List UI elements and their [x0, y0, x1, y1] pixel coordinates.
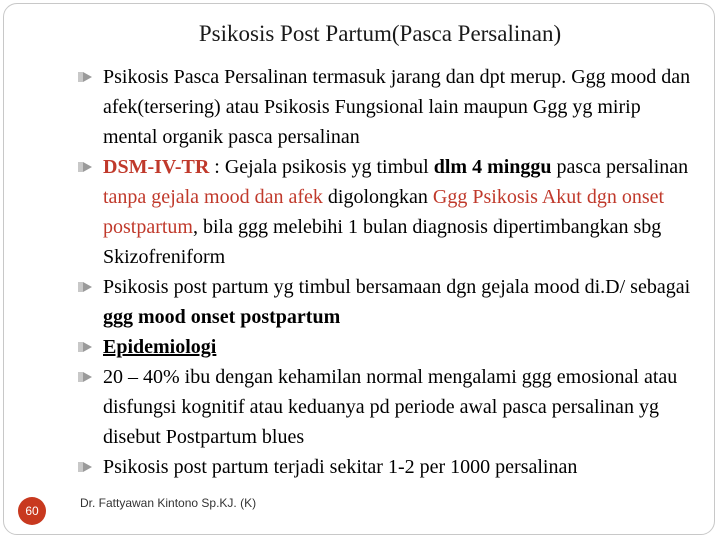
bullet-text: 20 – 40% ibu dengan kehamilan normal mengalami ggg emosional atau disfungsi kognitif atau keduanya pd periode awal pasca persalinan yg disebut Postpartum blues — [103, 366, 678, 448]
dsm-label: DSM-IV-TR — [103, 156, 210, 178]
slide-title: Psikosis Post Partum(Pasca Persalinan) — [198, 21, 562, 46]
footer-author: Dr. Fattyawan Kintono Sp.KJ. (K) — [80, 496, 257, 510]
highlight-text: tanpa gejala mood dan afek — [103, 186, 323, 208]
bullet-text: Psikosis post partum terjadi sekitar 1-2 per 1000 persalinan — [103, 456, 578, 478]
bullet-item — [80, 62, 695, 152]
bullet-text: , bila ggg melebihi 1 bulan diagnosis dipertimbangkan sbg Skizofreniform — [103, 216, 662, 268]
arrow-bullet-icon — [83, 372, 92, 382]
bullet-text: Psikosis post partum yg timbul bersamaan dgn gejala mood di.D/ sebagai — [103, 276, 691, 298]
arrow-bullet-icon — [83, 462, 92, 472]
bullet-text: digolongkan — [322, 186, 433, 208]
bullet-text: Psikosis Pasca Persalinan termasuk jarang dan dpt merup. Ggg mood dan afek(tersering) atau Psikosis Fungsional lain maupun Ggg yg mirip mental organik pasca persalinan — [103, 66, 691, 148]
slide-content — [80, 62, 695, 482]
bullet-item — [80, 152, 695, 272]
highlight-text: Ggg Psikosis Akut dgn onset postpartum — [103, 186, 665, 238]
arrow-bullet-icon — [83, 162, 92, 172]
bullet-text: : Gejala psikosis yg timbul — [209, 156, 434, 178]
bullet-item — [80, 332, 695, 362]
arrow-bullet-icon — [83, 72, 92, 82]
bullet-text: pasca persalinan — [551, 156, 689, 178]
arrow-bullet-icon — [83, 342, 92, 352]
arrow-bullet-icon — [83, 282, 92, 292]
time-criteria: dlm 4 minggu — [433, 156, 552, 178]
bullet-item — [80, 362, 695, 452]
section-heading: Epidemiologi — [103, 336, 217, 358]
page-number-badge: 60 — [18, 497, 46, 525]
bullet-item — [80, 272, 695, 332]
bullet-item — [80, 452, 695, 482]
bold-text: ggg mood onset postpartum — [103, 306, 341, 328]
